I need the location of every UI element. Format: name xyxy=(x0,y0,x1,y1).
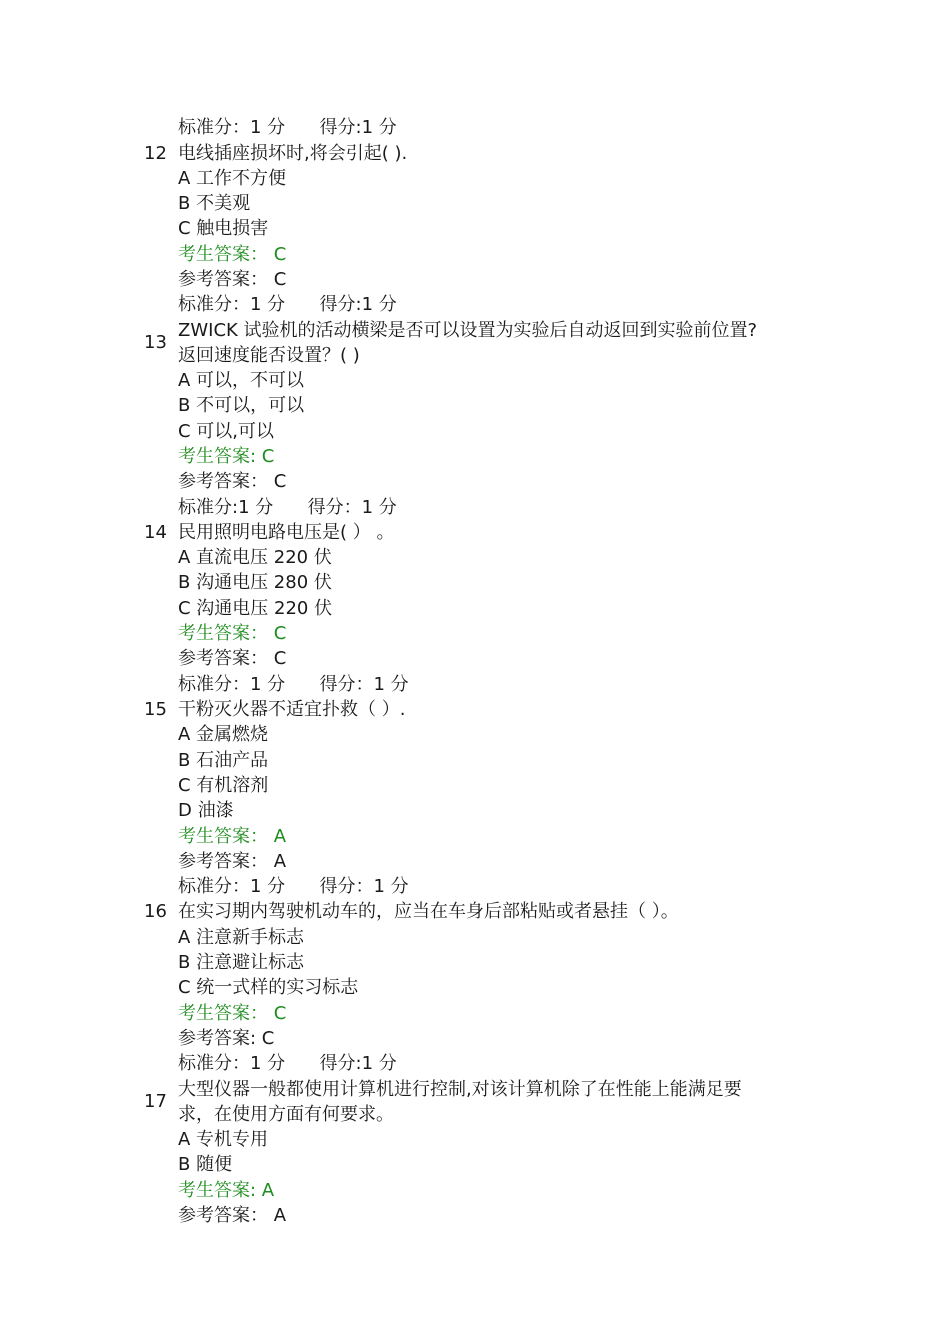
question-text: 在实习期内驾驶机动车的，应当在车身后部粘贴或者悬挂（ ）。 xyxy=(178,901,679,922)
question-text: 电线插座损坏时,将会引起( ). xyxy=(178,143,408,164)
option-c: C 有机溶剂 xyxy=(178,775,269,796)
reference-answer: 参考答案： C xyxy=(178,269,287,290)
question-number: 15 xyxy=(144,699,167,720)
option-a: A 直流电压 220 伏 xyxy=(178,547,332,568)
score-line: 标准分：1 分 得分:1 分 xyxy=(178,294,397,315)
question-number: 16 xyxy=(144,901,167,922)
option-b: B 石油产品 xyxy=(178,750,269,771)
reference-answer: 参考答案: C xyxy=(178,1028,275,1049)
question-text: 民用照明电路电压是( ） 。 xyxy=(178,522,395,543)
score-line: 标准分:1 分 得分：1 分 xyxy=(178,497,397,518)
option-a: A 注意新手标志 xyxy=(178,927,305,948)
option-b: B 不可以，可以 xyxy=(178,395,305,416)
student-answer: 考生答案: C xyxy=(178,446,275,467)
score-line: 标准分：1 分 得分:1 分 xyxy=(178,117,397,138)
option-a: A 可以，不可以 xyxy=(178,370,305,391)
option-a: A 金属燃烧 xyxy=(178,724,269,745)
student-answer: 考生答案： A xyxy=(178,826,287,847)
student-answer: 考生答案： C xyxy=(178,244,287,265)
student-answer: 考生答案： C xyxy=(178,623,287,644)
question-text-line1: 大型仪器一般都使用计算机进行控制,对该计算机除了在性能上能满足要 xyxy=(178,1079,742,1100)
option-a: A 工作不方便 xyxy=(178,168,287,189)
score-line: 标准分：1 分 得分:1 分 xyxy=(178,1053,397,1074)
option-c: C 可以,可以 xyxy=(178,421,275,442)
student-answer: 考生答案： C xyxy=(178,1003,287,1024)
score-line: 标准分：1 分 得分：1 分 xyxy=(178,674,409,695)
reference-answer: 参考答案： A xyxy=(178,1205,287,1226)
question-text-line1: ZWICK 试验机的活动横梁是否可以设置为实验后自动返回到实验前位置? xyxy=(178,320,758,341)
option-b: B 随便 xyxy=(178,1154,233,1175)
question-text: 干粉灭火器不适宜扑救（ ）. xyxy=(178,699,406,720)
option-b: B 不美观 xyxy=(178,193,251,214)
question-number: 13 xyxy=(144,332,167,353)
reference-answer: 参考答案： C xyxy=(178,648,287,669)
option-c: C 统一式样的实习标志 xyxy=(178,977,359,998)
reference-answer: 参考答案： A xyxy=(178,851,287,872)
student-answer: 考生答案: A xyxy=(178,1180,275,1201)
option-a: A 专机专用 xyxy=(178,1129,269,1150)
question-text-line2: 返回速度能否设置？( ) xyxy=(178,345,360,366)
option-d: D 油漆 xyxy=(178,800,234,821)
question-number: 12 xyxy=(144,143,167,164)
option-b: B 注意避让标志 xyxy=(178,952,305,973)
option-c: C 沟通电压 220 伏 xyxy=(178,598,333,619)
option-c: C 触电损害 xyxy=(178,218,269,239)
question-number: 14 xyxy=(144,522,167,543)
question-text-line2: 求，在使用方面有何要求。 xyxy=(178,1104,394,1125)
question-number: 17 xyxy=(144,1091,167,1112)
score-line: 标准分：1 分 得分：1 分 xyxy=(178,876,409,897)
reference-answer: 参考答案： C xyxy=(178,471,287,492)
option-b: B 沟通电压 280 伏 xyxy=(178,572,332,593)
